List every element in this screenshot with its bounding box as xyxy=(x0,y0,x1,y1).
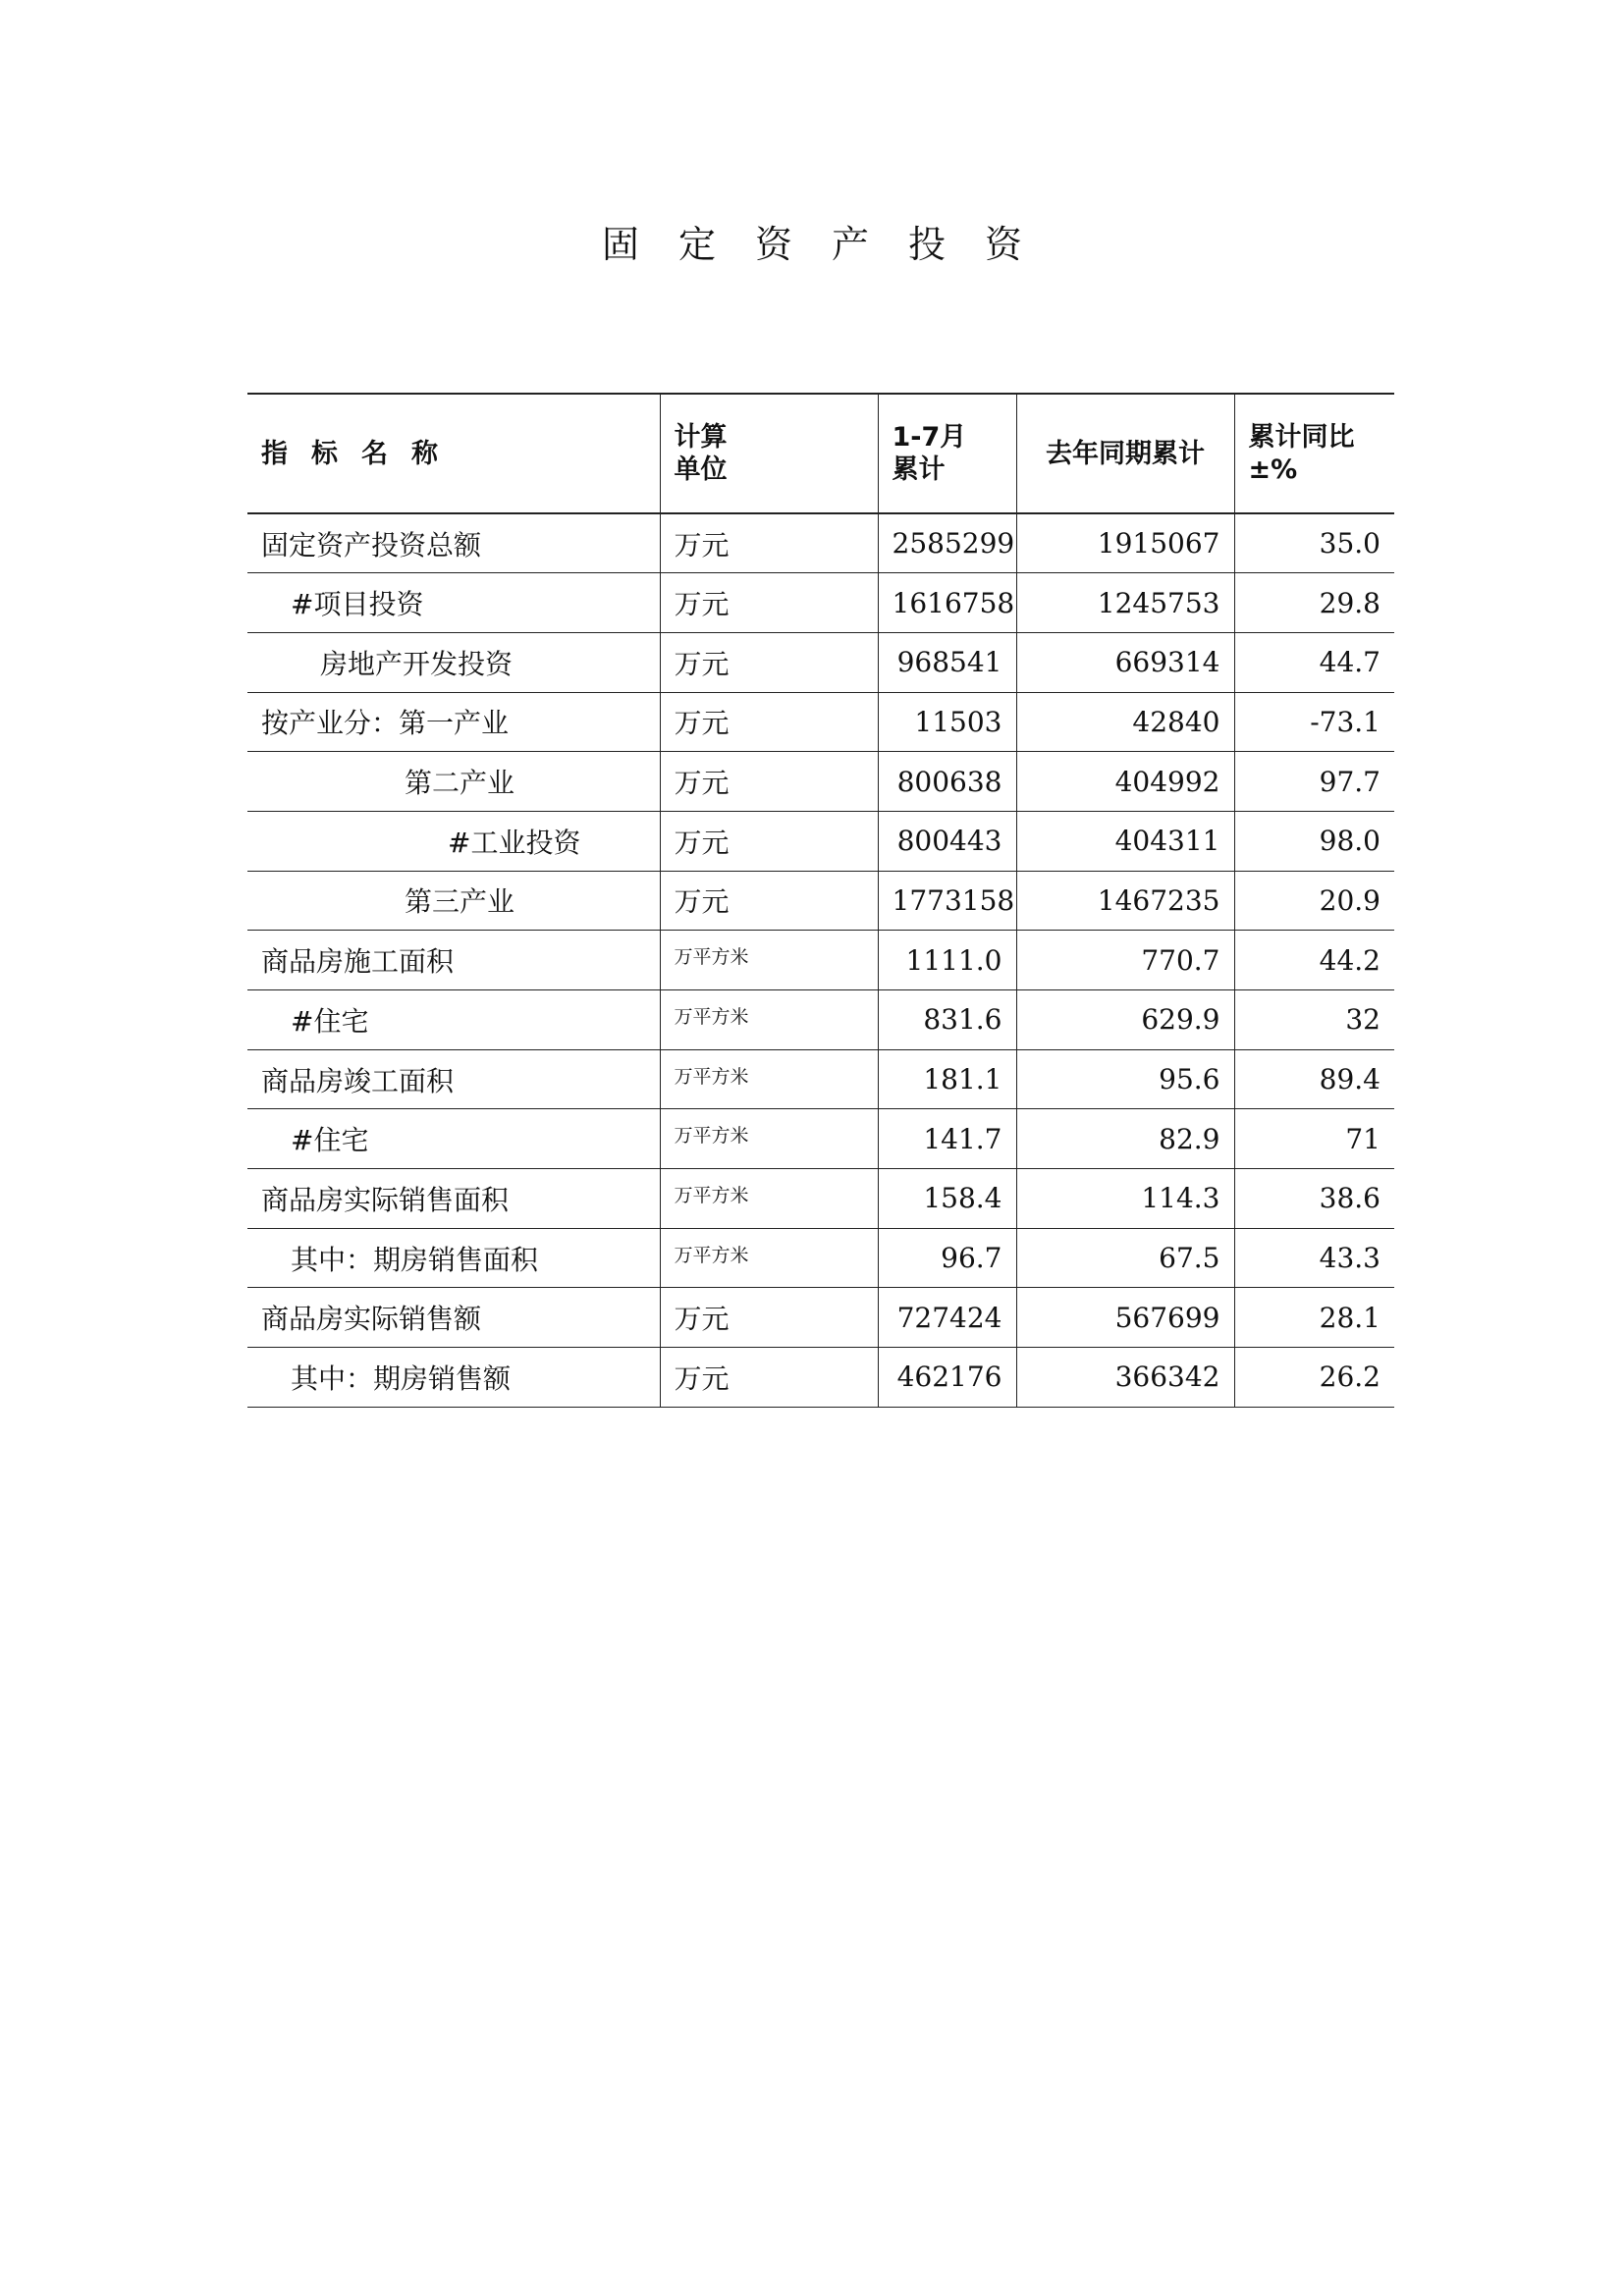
row-previous: 1467235 xyxy=(1016,871,1234,931)
row-name: 第二产业 xyxy=(247,752,660,812)
table-header-row xyxy=(247,394,1394,513)
row-unit: 万平方米 xyxy=(660,1169,878,1229)
table-row xyxy=(247,1049,1394,1109)
row-current: 181.1 xyxy=(878,1049,1016,1109)
row-unit: 万元 xyxy=(660,513,878,573)
row-unit: 万平方米 xyxy=(660,990,878,1050)
row-yoy: 35.0 xyxy=(1234,513,1394,573)
row-yoy: 29.8 xyxy=(1234,573,1394,633)
fixed-asset-investment-table xyxy=(247,393,1394,1408)
row-previous: 1915067 xyxy=(1016,513,1234,573)
row-name: 第三产业 xyxy=(247,871,660,931)
row-previous: 114.3 xyxy=(1016,1169,1234,1229)
table-row xyxy=(247,990,1394,1050)
table-row xyxy=(247,931,1394,990)
row-unit: 万平方米 xyxy=(660,1049,878,1109)
row-unit: 万平方米 xyxy=(660,931,878,990)
row-name: 商品房竣工面积 xyxy=(247,1049,660,1109)
row-yoy: 89.4 xyxy=(1234,1049,1394,1109)
row-name: #住宅 xyxy=(247,990,660,1050)
row-unit: 万平方米 xyxy=(660,1228,878,1288)
row-current: 462176 xyxy=(878,1348,1016,1408)
table-row xyxy=(247,573,1394,633)
row-current: 831.6 xyxy=(878,990,1016,1050)
row-yoy: 28.1 xyxy=(1234,1288,1394,1348)
row-name: 固定资产投资总额 xyxy=(247,513,660,573)
row-yoy: 97.7 xyxy=(1234,752,1394,812)
row-yoy: 43.3 xyxy=(1234,1228,1394,1288)
row-previous: 567699 xyxy=(1016,1288,1234,1348)
row-name: 房地产开发投资 xyxy=(247,632,660,692)
row-unit: 万元 xyxy=(660,871,878,931)
row-unit: 万元 xyxy=(660,632,878,692)
row-current: 141.7 xyxy=(878,1109,1016,1169)
row-current: 1773158 xyxy=(878,871,1016,931)
row-current: 11503 xyxy=(878,692,1016,752)
page-title: 固定资产投资 xyxy=(601,223,1061,266)
row-previous: 67.5 xyxy=(1016,1228,1234,1288)
table-row xyxy=(247,1169,1394,1229)
row-name: 商品房施工面积 xyxy=(247,931,660,990)
row-yoy: 71 xyxy=(1234,1109,1394,1169)
row-yoy: 44.7 xyxy=(1234,632,1394,692)
row-previous: 770.7 xyxy=(1016,931,1234,990)
row-previous: 404992 xyxy=(1016,752,1234,812)
table-row xyxy=(247,752,1394,812)
row-name: #项目投资 xyxy=(247,573,660,633)
row-yoy: 44.2 xyxy=(1234,931,1394,990)
row-previous: 669314 xyxy=(1016,632,1234,692)
row-previous: 366342 xyxy=(1016,1348,1234,1408)
row-current: 2585299 xyxy=(878,513,1016,573)
row-yoy: 20.9 xyxy=(1234,871,1394,931)
table-row xyxy=(247,1348,1394,1408)
row-unit: 万元 xyxy=(660,1348,878,1408)
row-unit: 万平方米 xyxy=(660,1109,878,1169)
table-row xyxy=(247,1228,1394,1288)
table-row xyxy=(247,513,1394,573)
row-name: #住宅 xyxy=(247,1109,660,1169)
header-unit: 计算 单位 xyxy=(660,394,878,513)
table-row xyxy=(247,692,1394,752)
table-row xyxy=(247,1288,1394,1348)
row-current: 968541 xyxy=(878,632,1016,692)
row-previous: 629.9 xyxy=(1016,990,1234,1050)
row-unit: 万元 xyxy=(660,752,878,812)
row-yoy: 32 xyxy=(1234,990,1394,1050)
row-yoy: 38.6 xyxy=(1234,1169,1394,1229)
row-name: 按产业分：第一产业 xyxy=(247,692,660,752)
row-unit: 万元 xyxy=(660,573,878,633)
row-yoy: -73.1 xyxy=(1234,692,1394,752)
table-row xyxy=(247,632,1394,692)
row-unit: 万元 xyxy=(660,811,878,871)
row-unit: 万元 xyxy=(660,692,878,752)
row-name: #工业投资 xyxy=(247,811,660,871)
row-current: 800638 xyxy=(878,752,1016,812)
row-current: 96.7 xyxy=(878,1228,1016,1288)
row-previous: 95.6 xyxy=(1016,1049,1234,1109)
row-previous: 404311 xyxy=(1016,811,1234,871)
row-current: 1616758 xyxy=(878,573,1016,633)
table-row xyxy=(247,871,1394,931)
row-yoy: 26.2 xyxy=(1234,1348,1394,1408)
table-row xyxy=(247,1109,1394,1169)
header-current-cumulative: 1-7月 累计 xyxy=(878,394,1016,513)
row-current: 800443 xyxy=(878,811,1016,871)
row-unit: 万元 xyxy=(660,1288,878,1348)
row-current: 1111.0 xyxy=(878,931,1016,990)
row-name: 其中：期房销售面积 xyxy=(247,1228,660,1288)
header-indicator-name: 指标名称 xyxy=(247,394,660,513)
row-previous: 42840 xyxy=(1016,692,1234,752)
header-previous-cumulative: 去年同期累计 xyxy=(1016,394,1234,513)
row-name: 其中：期房销售额 xyxy=(247,1348,660,1408)
row-name: 商品房实际销售额 xyxy=(247,1288,660,1348)
header-yoy-change: 累计同比 ±% xyxy=(1234,394,1394,513)
row-current: 158.4 xyxy=(878,1169,1016,1229)
row-yoy: 98.0 xyxy=(1234,811,1394,871)
row-name: 商品房实际销售面积 xyxy=(247,1169,660,1229)
row-current: 727424 xyxy=(878,1288,1016,1348)
row-previous: 82.9 xyxy=(1016,1109,1234,1169)
row-previous: 1245753 xyxy=(1016,573,1234,633)
table-row xyxy=(247,811,1394,871)
